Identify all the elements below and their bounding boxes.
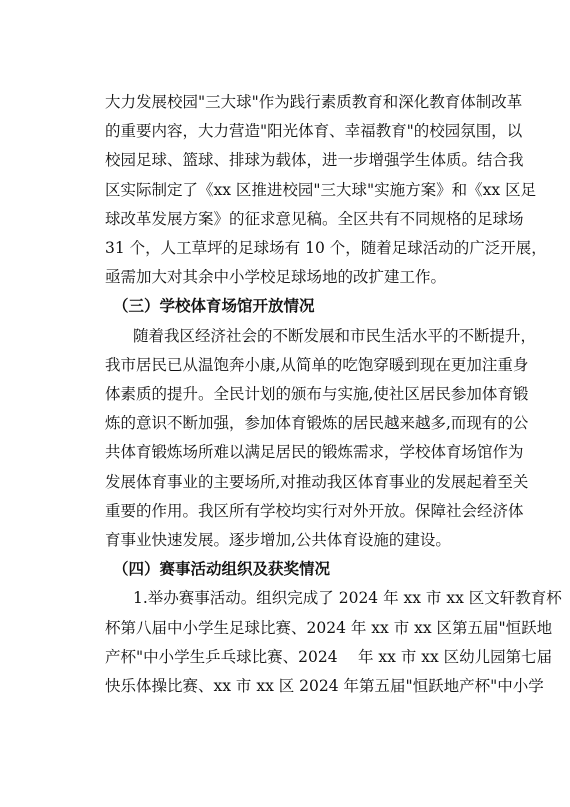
- paragraph-3-line-1: 1.举办赛事活动。组织完成了 2024 年 xx 市 xx 区文轩教育杯: [133, 589, 562, 607]
- section-heading-4: （四）赛事活动组织及获奖情况: [113, 560, 331, 578]
- paragraph-2-line-5: 共体育锻炼场所难以满足居民的锻炼需求，学校体育场馆作为: [105, 443, 524, 461]
- paragraph-3-line-3: 产杯"中小学生乒乓球比赛、2024 年 xx 市 xx 区幼儿园第七届: [105, 648, 553, 666]
- paragraph-1-line-5: 球改革发展方案》的征求意见稿。全区共有不同规格的足球场: [105, 210, 524, 228]
- paragraph-2-line-7: 重要的作用。我区所有学校均实行对外开放。保障社会经济体: [105, 502, 524, 520]
- paragraph-1-line-1: 大力发展校园"三大球"作为践行素质教育和深化教育体制改革: [105, 93, 523, 111]
- paragraph-3-line-4: 快乐体操比赛、xx 市 xx 区 2024 年第五届"恒跃地产杯"中小学: [105, 677, 544, 695]
- paragraph-2-line-3: 体素质的提升。全民计划的颁布与实施,使社区居民参加体育锻: [105, 385, 529, 403]
- paragraph-1-line-6: 31 个，人工草坪的足球场有 10 个，随着足球活动的广泛开展，: [105, 239, 547, 257]
- paragraph-1-line-3: 校园足球、篮球、排球为载体，进一步增强学生体质。结合我: [105, 151, 524, 169]
- paragraph-2-line-6: 发展体育事业的主要场所,对推动我区体育事业的发展起着至关: [105, 473, 529, 491]
- paragraph-1-line-2: 的重要内容，大力营造"阳光体育、幸福教育"的校园氛围，以: [105, 122, 523, 140]
- paragraph-2-line-4: 炼的意识不断加强，参加体育锻炼的居民越来越多,而现有的公: [105, 414, 529, 432]
- paragraph-2-line-1: 随着我区经济社会的不断发展和市民生活水平的不断提升，: [133, 327, 537, 345]
- paragraph-3-line-2: 杯第八届中小学生足球比赛、2024 年 xx 市 xx 区第五届"恒跃地: [105, 619, 553, 637]
- paragraph-1-line-4: 区实际制定了《xx 区推进校园"三大球"实施方案》和《xx 区足: [105, 181, 537, 199]
- paragraph-2-line-8: 育事业快速发展。逐步增加,公共体育设施的建设。: [105, 531, 451, 549]
- paragraph-1-line-7: 亟需加大对其余中小学校足球场地的改扩建工作。: [105, 268, 447, 286]
- section-heading-3: （三）学校体育场馆开放情况: [113, 297, 315, 315]
- paragraph-2-line-2: 我市居民已从温饱奔小康,从简单的吃饱穿暖到现在更加注重身: [105, 356, 529, 374]
